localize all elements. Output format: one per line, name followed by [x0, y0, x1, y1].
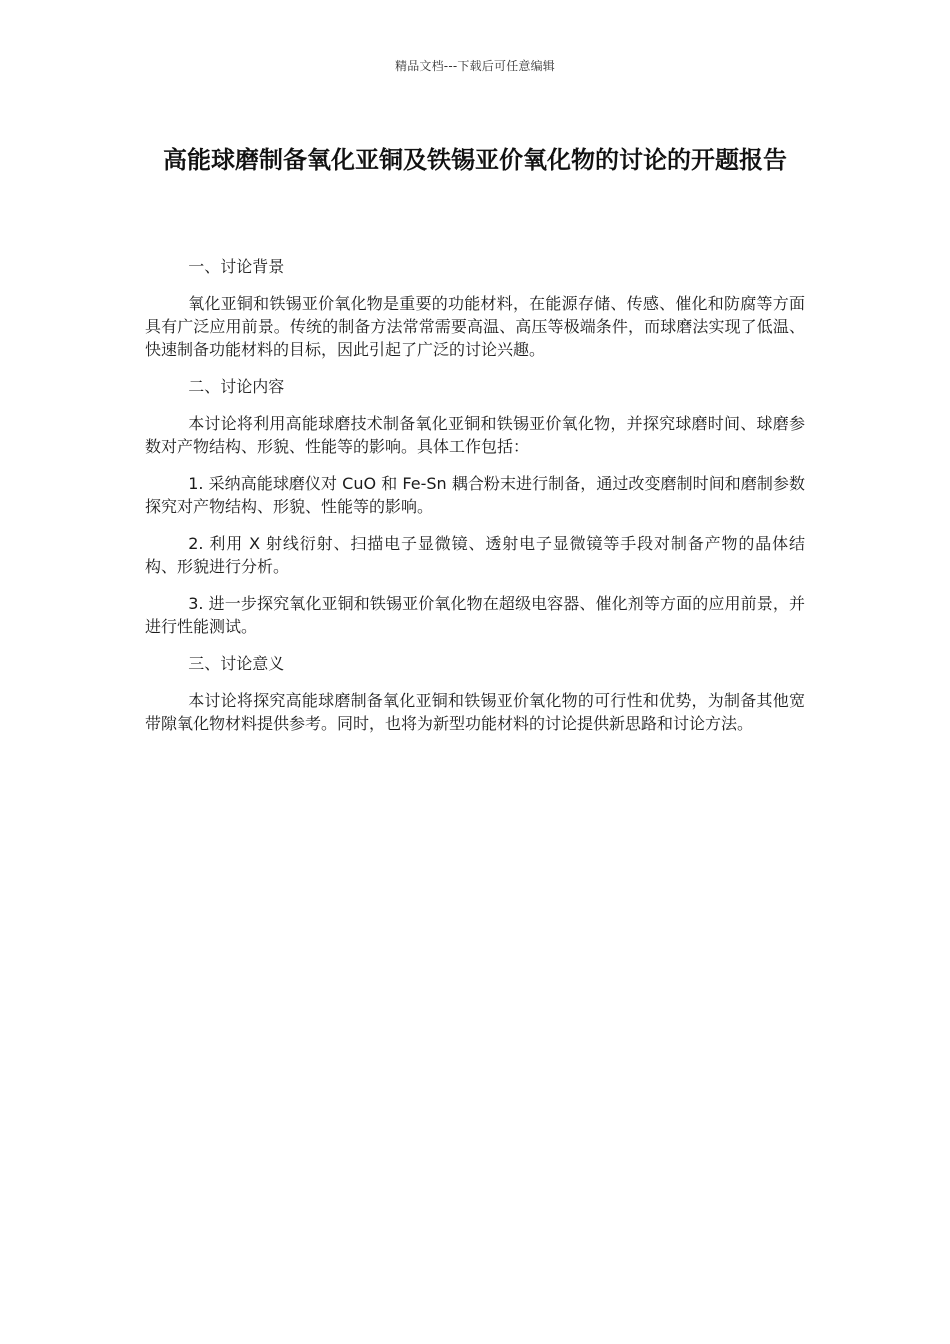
header-note: 精品文档---下载后可任意编辑: [395, 59, 555, 73]
section-heading-significance: 三、讨论意义: [188, 654, 285, 673]
paragraph-significance: 本讨论将探究高能球磨制备氧化亚铜和铁锡亚价氧化物的可行性和优势，为制备其他宽带隙氧化物材料提供参考。同时，也将为新型功能材料的讨论提供新思路和讨论方法。: [145, 691, 805, 733]
list-item-3: 3. 进一步探究氧化亚铜和铁锡亚价氧化物在超级电容器、催化剂等方面的应用前景，并进行性能测试。: [145, 594, 805, 636]
section-heading-background: 一、讨论背景: [188, 257, 285, 276]
list-item-2: 2. 利用 X 射线衍射、扫描电子显微镜、透射电子显微镜等手段对制备产物的晶体结构、形貌进行分析。: [145, 534, 805, 576]
document-body: [145, 255, 805, 749]
list-item-1: 1. 采纳高能球磨仪对 CuO 和 Fe-Sn 耦合粉末进行制备，通过改变磨制时间和磨制参数探究对产物结构、形貌、性能等的影响。: [145, 474, 805, 516]
document-title: 高能球磨制备氧化亚铜及铁锡亚价氧化物的讨论的开题报告: [163, 146, 787, 174]
paragraph-background: 氧化亚铜和铁锡亚价氧化物是重要的功能材料，在能源存储、传感、催化和防腐等方面具有广泛应用前景。传统的制备方法常常需要高温、高压等极端条件，而球磨法实现了低温、快速制备功能材料的目标，因此引起了广泛的讨论兴趣。: [145, 294, 805, 359]
section-heading-content: 二、讨论内容: [188, 377, 285, 396]
paragraph-content-intro: 本讨论将利用高能球磨技术制备氧化亚铜和铁锡亚价氧化物，并探究球磨时间、球磨参数对产物结构、形貌、性能等的影响。具体工作包括：: [145, 414, 805, 456]
